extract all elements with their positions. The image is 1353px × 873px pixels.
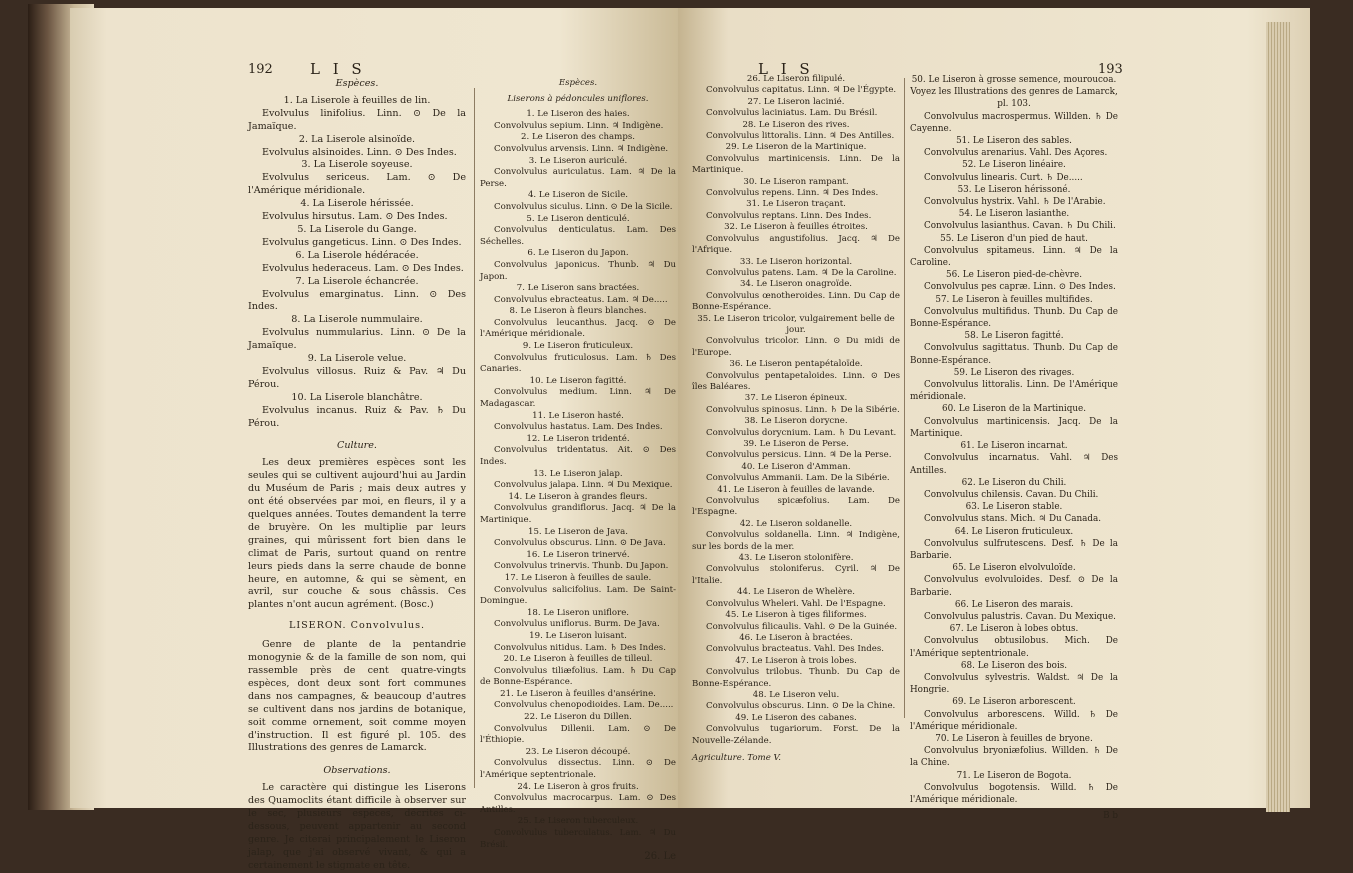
entry-latin: Evolvulus alsinoides. Linn. ⊙ Des Indes. bbox=[262, 146, 457, 158]
column-divider bbox=[474, 88, 475, 788]
entry-name: 7. La Liserole échancrée. bbox=[295, 275, 419, 287]
entry-name: 26. Le Liseron filipulé. bbox=[746, 74, 846, 84]
entry-name: 21. Le Liseron à feuilles d'ansérine. bbox=[500, 688, 656, 699]
entry-latin: Convolvulus fruticulosus. Lam. ♄ Des Canaries. bbox=[480, 352, 676, 375]
entry-latin: Convolvulus chilensis. Cavan. Du Chili. bbox=[924, 489, 1099, 500]
entry-latin: Convolvulus auriculatus. Lam. ♃ De la Perse. bbox=[480, 167, 676, 189]
entry-name: 43. Le Liseron stolonifère. bbox=[738, 553, 854, 564]
entry-latin: Convolvulus hastatus. Lam. Des Indes. bbox=[494, 422, 663, 433]
entry-latin: Convolvulus leucanthus. Jacq. ⊙ De l'Amérique méridionale. bbox=[480, 317, 676, 340]
entry-name: 4. La Liserole hérissée. bbox=[300, 198, 414, 210]
entry-name: 71. Le Liseron de Bogota. bbox=[956, 770, 1072, 781]
page-number: 192 bbox=[248, 62, 273, 77]
section-heading: Espèces. bbox=[558, 78, 598, 88]
entry-latin: Convolvulus pentapetaloides. Linn. ⊙ Des îles Baléares. bbox=[692, 370, 900, 392]
entry-latin: Convolvulus Dillenii. Lam. ⊙ De l'Éthiopie. bbox=[480, 723, 676, 746]
right-page bbox=[678, 8, 1310, 822]
left-column-1 bbox=[248, 74, 466, 873]
entry-latin: Evolvulus gangeticus. Linn. ⊙ Des Indes. bbox=[262, 236, 462, 248]
culture-text: Les deux premières espèces sont les seules qui se cultivent aujourd'hui au Jardin du Muséum de Paris ; mais deux autres y ont été observées par moi, en fleurs, il y a quelques années. Toutes demandent la terre de bruyère. On les multiplie par leurs graines, qui mûrissent fort bien dans le climat de Paris, surtout quand on rentre leurs pieds dans la serre chaude de bonne heure, en automne, & qui se sèment, en avril, sur couche & sous châssis. Ces plantes n'ont aucun agrément. (Bosc.) bbox=[248, 457, 466, 611]
entry-latin: Convolvulus capitatus. Linn. ♃ De l'Égypte. bbox=[706, 85, 897, 96]
entry-name: 6. Le Liseron du Japon. bbox=[527, 248, 629, 259]
entry-latin: Convolvulus œnotheroides. Linn. Du Cap de Bonne-Espérance. bbox=[692, 290, 900, 313]
entry-name: 50. Le Liseron à grosse semence, mouroucoa. Voyez les Illustrations des genres de Lamarck, pl. 103. bbox=[910, 75, 1118, 110]
entry-list bbox=[480, 109, 676, 851]
entry-latin: Convolvulus trinervis. Thunb. Du Japon. bbox=[494, 561, 669, 572]
entry-name: 3. La Liserole soyeuse. bbox=[301, 159, 413, 171]
entry-latin: Convolvulus pes capræ. Linn. ⊙ Des Indes. bbox=[924, 282, 1116, 293]
entry-latin: Evolvulus villosus. Ruiz & Pav. ♃ Du Pérou. bbox=[248, 365, 466, 390]
entry-name: 29. Le Liseron de la Martinique. bbox=[725, 142, 867, 153]
entry-latin: Convolvulus sylvestris. Waldst. ♃ De la Hongrie. bbox=[910, 672, 1118, 696]
entry-name: 25. Le Liseron tuberculeux. bbox=[517, 816, 639, 827]
entry-latin: Convolvulus Wheleri. Vahl. De l'Espagne. bbox=[706, 598, 886, 609]
entry-list bbox=[692, 74, 900, 747]
entry-latin: Convolvulus sepium. Linn. ♃ Indigène. bbox=[494, 120, 664, 131]
entry-latin: Convolvulus incarnatus. Vahl. ♃ Des Antilles. bbox=[910, 453, 1118, 476]
section-heading: Espèces. bbox=[335, 78, 379, 89]
entry-latin: Convolvulus macrocarpus. Lam. ⊙ Des Antilles. bbox=[480, 793, 676, 815]
entry-name: 34. Le Liseron onagroïde. bbox=[739, 279, 853, 290]
entry-name: 27. Le Liseron lacinié. bbox=[747, 96, 845, 107]
entry-latin: Convolvulus obtusilobus. Mich. De l'Amérique septentrionale. bbox=[910, 636, 1118, 659]
entry-latin: Convolvulus reptans. Linn. Des Indes. bbox=[706, 210, 872, 221]
entry-name: 64. Le Liseron fruticuleux. bbox=[954, 526, 1074, 537]
entry-name: 37. Le Liseron épineux. bbox=[744, 393, 848, 404]
entry-latin: Convolvulus patens. Lam. ♃ De la Caroline. bbox=[706, 267, 897, 278]
entry-name: 10. Le Liseron fagitté. bbox=[529, 375, 627, 386]
entry-latin: Convolvulus spicæfolius. Lam. De l'Espagne. bbox=[692, 496, 900, 518]
right-column-2 bbox=[910, 74, 1118, 822]
entry-latin: Evolvulus sericeus. Lam. ⊙ De l'Amérique méridionale. bbox=[248, 172, 466, 197]
entry-name: 70. Le Liseron à feuilles de bryone. bbox=[935, 733, 1093, 744]
entry-name: 61. Le Liseron incarnat. bbox=[960, 441, 1068, 452]
running-head: L I S bbox=[758, 60, 814, 78]
entry-name: 31. Le Liseron traçant. bbox=[746, 199, 846, 210]
subsection-heading: Liserons à pédoncules uniflores. bbox=[507, 93, 649, 104]
entry-name: 11. Le Liseron hasté. bbox=[532, 410, 624, 421]
left-column-2 bbox=[480, 74, 676, 863]
entry-latin: Convolvulus multifidus. Thunb. Du Cap de Bonne-Espérance. bbox=[910, 306, 1118, 330]
entry-latin: Convolvulus stoloniferus. Cyril. ♃ De l'Italie. bbox=[692, 564, 900, 586]
entry-latin: Convolvulus linearis. Curt. ♄ De..... bbox=[924, 172, 1083, 183]
entry-name: 18. Le Liseron uniflore. bbox=[526, 607, 630, 618]
entry-latin: Convolvulus siculus. Linn. ⊙ De la Sicile. bbox=[494, 201, 673, 212]
entry-name: 9. La Liserole velue. bbox=[307, 353, 407, 365]
entry-latin: Evolvulus hederaceus. Lam. ⊙ Des Indes. bbox=[262, 262, 464, 274]
entry-latin: Convolvulus hystrix. Vahl. ♄ De l'Arabie. bbox=[924, 197, 1106, 208]
entry-latin: Convolvulus bracteatus. Vahl. Des Indes. bbox=[706, 644, 885, 655]
entry-latin: Convolvulus sulfrutescens. Desf. ♄ De la Barbarie. bbox=[910, 538, 1118, 561]
entry-name: 66. Le Liseron des marais. bbox=[954, 599, 1074, 610]
entry-latin: Evolvulus incanus. Ruiz & Pav. ♄ Du Pérou. bbox=[248, 404, 466, 429]
entry-name: 58. Le Liseron fagitté. bbox=[964, 331, 1064, 342]
entry-latin: Evolvulus emarginatus. Linn. ⊙ Des Indes. bbox=[248, 288, 466, 313]
entry-list bbox=[910, 74, 1118, 806]
entry-latin: Convolvulus evolvuloides. Desf. ⊙ De la Barbarie. bbox=[910, 575, 1118, 598]
entry-latin: Convolvulus tridentatus. Ait. ⊙ Des Indes. bbox=[480, 445, 676, 467]
entry-name: 68. Le Liseron des bois. bbox=[960, 660, 1068, 671]
entry-name: 22. Le Liseron du Dillen. bbox=[524, 712, 632, 723]
entry-name: 8. Le Liseron à fleurs blanches. bbox=[509, 306, 647, 317]
entry-name: 16. Le Liseron trinervé. bbox=[526, 549, 630, 560]
entry-name: 48. Le Liseron velu. bbox=[752, 689, 840, 700]
entry-name: 62. Le Liseron du Chili. bbox=[961, 477, 1067, 488]
entry-latin: Convolvulus laciniatus. Lam. Du Brésil. bbox=[706, 108, 878, 119]
page-fore-edge bbox=[1266, 22, 1290, 812]
entry-name: 40. Le Liseron d'Amman. bbox=[741, 461, 851, 472]
entry-latin: Convolvulus martinicensis. Linn. De la Martinique. bbox=[692, 153, 900, 176]
entry-name: 59. Le Liseron des rivages. bbox=[953, 367, 1075, 378]
entry-latin: Convolvulus arborescens. Willd. ♄ De l'Amérique méridionale. bbox=[910, 709, 1118, 732]
entry-name: 1. La Liserole à feuilles de lin. bbox=[283, 94, 431, 106]
entry-name: 33. Le Liseron horizontal. bbox=[739, 256, 853, 267]
entry-latin: Convolvulus grandiflorus. Jacq. ♃ De la Martinique. bbox=[480, 503, 676, 525]
entry-name: 2. Le Liseron des champs. bbox=[521, 132, 635, 143]
entry-name: 39. Le Liseron de Perse. bbox=[743, 439, 849, 449]
entry-name: 9. Le Liseron fruticuleux. bbox=[522, 341, 634, 352]
culture-heading: Culture. bbox=[337, 440, 377, 452]
entry-latin: Convolvulus jalapa. Linn. ♃ Du Mexique. bbox=[494, 480, 673, 491]
entry-name: 60. Le Liseron de la Martinique. bbox=[941, 404, 1087, 415]
entry-name: 52. Le Liseron linéaire. bbox=[962, 160, 1066, 171]
entry-latin: Convolvulus trilobus. Thunb. Du Cap de Bonne-Espérance. bbox=[692, 667, 900, 689]
entry-name: 20. Le Liseron à feuilles de tilleul. bbox=[503, 654, 653, 665]
entry-name: 51. Le Liseron des sables. bbox=[956, 136, 1072, 147]
entry-name: 35. Le Liseron tricolor, vulgairement belle de jour. bbox=[697, 313, 895, 335]
entry-latin: Convolvulus denticulatus. Lam. Des Séchelles. bbox=[480, 225, 676, 247]
entry-latin: Convolvulus japonicus. Thunb. ♃ Du Japon. bbox=[480, 259, 676, 282]
entry-latin: Convolvulus martinicensis. Jacq. De la Martinique. bbox=[910, 416, 1118, 439]
entry-latin: Convolvulus chenopodioides. Lam. De..... bbox=[494, 700, 674, 711]
entry-name: 5. La Liserole du Gange. bbox=[297, 223, 417, 235]
entry-name: 36. Le Liseron pentapétaloïde. bbox=[729, 359, 863, 370]
entry-latin: Convolvulus nitidus. Lam. ♄ Des Indes. bbox=[494, 642, 666, 653]
entry-latin: Evolvulus hirsutus. Lam. ⊙ Des Indes. bbox=[262, 211, 448, 223]
footer-title: Agriculture. Tome V. bbox=[692, 752, 781, 763]
entry-latin: Convolvulus sagittatus. Thunb. Du Cap de Bonne-Espérance. bbox=[910, 343, 1118, 366]
entry-name: 23. Le Liseron découpé. bbox=[525, 746, 631, 757]
entry-name: 5. Le Liseron denticulé. bbox=[526, 213, 630, 224]
entry-latin: Convolvulus palustris. Cavan. Du Mexique. bbox=[924, 611, 1116, 622]
entry-name: 53. Le Liseron hérissoné. bbox=[957, 184, 1071, 195]
entry-latin: Convolvulus angustifolius. Jacq. ♃ De l'Afrique. bbox=[692, 233, 900, 256]
entry-latin: Convolvulus dorycnium. Lam. ♄ Du Levant. bbox=[706, 427, 897, 438]
left-page bbox=[70, 8, 682, 871]
entry-name: 49. Le Liseron des cabanes. bbox=[735, 712, 857, 723]
entry-latin: Convolvulus ebracteatus. Lam. ♃ De..... bbox=[494, 294, 668, 305]
article-title: LISERON. Convolvulus. bbox=[288, 620, 426, 632]
entry-name: 41. Le Liseron à feuilles de lavande. bbox=[717, 484, 875, 495]
entry-name: 14. Le Liseron à grandes fleurs. bbox=[508, 491, 648, 502]
entry-latin: Convolvulus obscurus. Linn. ⊙ De Java. bbox=[494, 538, 666, 549]
entry-name: 24. Le Liseron à gros fruits. bbox=[517, 781, 639, 792]
entry-latin: Convolvulus filicaulis. Vahl. ⊙ De la Guinée. bbox=[706, 621, 898, 632]
entry-name: 42. Le Liseron soldanelle. bbox=[739, 518, 853, 529]
entry-name: 44. Le Liseron de Whelère. bbox=[737, 587, 855, 598]
entry-name: 6. La Liserole hédéracée. bbox=[295, 249, 419, 261]
entry-name: 45. Le Liseron à tiges filiformes. bbox=[725, 610, 867, 621]
genre-text: Genre de plante de la pentandrie monogynie & de la famille de son nom, qui rassemble près de cent quatre-vingts espèces, dont deux sont fort communes dans nos campagnes, & beaucoup d'autres se cultivent dans nos jardins de botanique, soit comme ornement, soit comme moyen d'instruction. Il est figuré pl. 105. des Illustrations des genres de Lamarck. bbox=[248, 639, 466, 754]
entry-list bbox=[248, 95, 466, 431]
entry-name: 15. Le Liseron de Java. bbox=[527, 526, 629, 537]
entry-latin: Convolvulus repens. Linn. ♃ Des Indes. bbox=[706, 188, 879, 199]
entry-latin: Convolvulus arvensis. Linn. ♃ Indigène. bbox=[494, 143, 669, 154]
entry-name: 38. Le Liseron dorycne. bbox=[744, 416, 848, 427]
entry-latin: Convolvulus macrospermus. Willden. ♄ De Cayenne. bbox=[910, 111, 1118, 134]
entry-name: 46. Le Liseron à bractées. bbox=[739, 632, 853, 643]
entry-name: 65. Le Liseron elvolvuloïde. bbox=[952, 563, 1076, 574]
entry-name: 28. Le Liseron des rives. bbox=[742, 119, 850, 130]
entry-name: 55. Le Liseron d'un pied de haut. bbox=[940, 233, 1088, 244]
entry-latin: Convolvulus tugariorum. Forst. De la Nouvelle-Zélande. bbox=[692, 724, 900, 746]
entry-latin: Convolvulus salicifolius. Lam. De Saint-Domingue. bbox=[480, 584, 676, 607]
entry-name: 7. Le Liseron sans bractées. bbox=[516, 283, 640, 294]
catchword: 26. Le bbox=[644, 851, 676, 863]
entry-latin: Convolvulus uniflorus. Burm. De Java. bbox=[494, 619, 660, 630]
entry-latin: Convolvulus littoralis. Linn. De l'Amérique méridionale. bbox=[910, 380, 1118, 403]
entry-name: 4. Le Liseron de Sicile. bbox=[527, 190, 629, 201]
entry-latin: Convolvulus spitameus. Linn. ♃ De la Caroline. bbox=[910, 245, 1118, 269]
entry-latin: Convolvulus Ammanii. Lam. De la Sibérie. bbox=[706, 473, 890, 484]
entry-name: 2. La Liserole alsinoïde. bbox=[298, 133, 416, 145]
entry-name: 1. Le Liseron des haies. bbox=[526, 109, 630, 120]
entry-latin: Convolvulus spinosus. Linn. ♄ De la Sibérie. bbox=[706, 404, 900, 415]
entry-latin: Convolvulus dissectus. Linn. ⊙ De l'Amérique septentrionale. bbox=[480, 758, 676, 781]
entry-name: 57. Le Liseron à feuilles multifides. bbox=[935, 294, 1093, 305]
entry-latin: Convolvulus obscurus. Linn. ⊙ De la Chine. bbox=[706, 701, 896, 712]
column-divider bbox=[904, 78, 905, 718]
entry-name: 10. La Liserole blanchâtre. bbox=[291, 391, 423, 403]
entry-name: 54. Le Liseron lasianthe. bbox=[958, 209, 1070, 220]
entry-name: 63. Le Liseron stable. bbox=[965, 502, 1063, 513]
entry-name: 47. Le Liseron à trois lobes. bbox=[735, 655, 857, 666]
page-number: 193 bbox=[1098, 62, 1123, 77]
entry-latin: Convolvulus lasianthus. Cavan. ♄ Du Chili. bbox=[924, 221, 1116, 232]
entry-name: 69. Le Liseron arborescent. bbox=[952, 697, 1076, 708]
entry-latin: Convolvulus littoralis. Linn. ♃ Des Antilles. bbox=[706, 131, 895, 142]
entry-latin: Convolvulus bryoniæfolius. Willden. ♄ De la Chine. bbox=[910, 746, 1118, 769]
entry-latin: Convolvulus tuberculatus. Lam. ♃ Du Brésil. bbox=[480, 828, 676, 850]
entry-latin: Convolvulus soldanella. Linn. ♃ Indigène, sur les bords de la mer. bbox=[692, 530, 900, 552]
entry-name: 30. Le Liseron rampant. bbox=[743, 176, 849, 187]
right-column-1 bbox=[692, 74, 900, 764]
entry-latin: Convolvulus arenarius. Vahl. Des Açores. bbox=[924, 148, 1108, 159]
entry-latin: Convolvulus medium. Linn. ♃ De Madagascar. bbox=[480, 387, 676, 410]
entry-name: 13. Le Liseron jalap. bbox=[533, 468, 623, 479]
entry-name: 17. Le Liseron à feuilles de saule. bbox=[504, 572, 652, 583]
entry-name: 56. Le Liseron pied-de-chèvre. bbox=[945, 270, 1082, 281]
entry-latin: Convolvulus persicus. Linn. ♃ De la Perse. bbox=[706, 450, 892, 461]
observations-text: Le caractère qui distingue les Liserons des Quamoclits étant difficile à observer sur le sec, plusieurs espèces, décrites ci-dessous, peuvent appartenir au second genre. Je citerai principalement le Liseron jalap, que j'ai observé vivant, & qui a certainement le stigmate en tête. bbox=[248, 782, 466, 871]
observations-heading: Observations. bbox=[323, 765, 391, 777]
entry-latin: Convolvulus tiliæfolius. Lam. ♄ Du Cap de Bonne-Espérance. bbox=[480, 665, 676, 688]
entry-latin: Convolvulus tricolor. Linn. ⊙ Du midi de l'Europe. bbox=[692, 336, 900, 358]
entry-name: 8. La Liserole nummulaire. bbox=[291, 314, 423, 326]
entry-latin: Convolvulus stans. Mich. ♃ Du Canada. bbox=[924, 514, 1102, 525]
entry-name: 67. Le Liseron à lobes obtus. bbox=[949, 624, 1079, 635]
entry-name: 19. Le Liseron luisant. bbox=[529, 630, 627, 641]
signature-mark: B b bbox=[1103, 811, 1118, 822]
entry-name: 32. Le Liseron à feuilles étroites. bbox=[724, 222, 868, 233]
entry-latin: Convolvulus bogotensis. Willd. ♄ De l'Amérique méridionale. bbox=[910, 782, 1118, 805]
entry-name: 3. Le Liseron auriculé. bbox=[528, 155, 628, 166]
entry-name: 12. Le Liseron tridenté. bbox=[526, 433, 630, 444]
entry-latin: Evolvulus nummularius. Linn. ⊙ De la Jamaïque. bbox=[248, 327, 466, 352]
running-head: L I S bbox=[310, 60, 366, 78]
entry-latin: Evolvulus linifolius. Linn. ⊙ De la Jamaïque. bbox=[248, 107, 466, 132]
